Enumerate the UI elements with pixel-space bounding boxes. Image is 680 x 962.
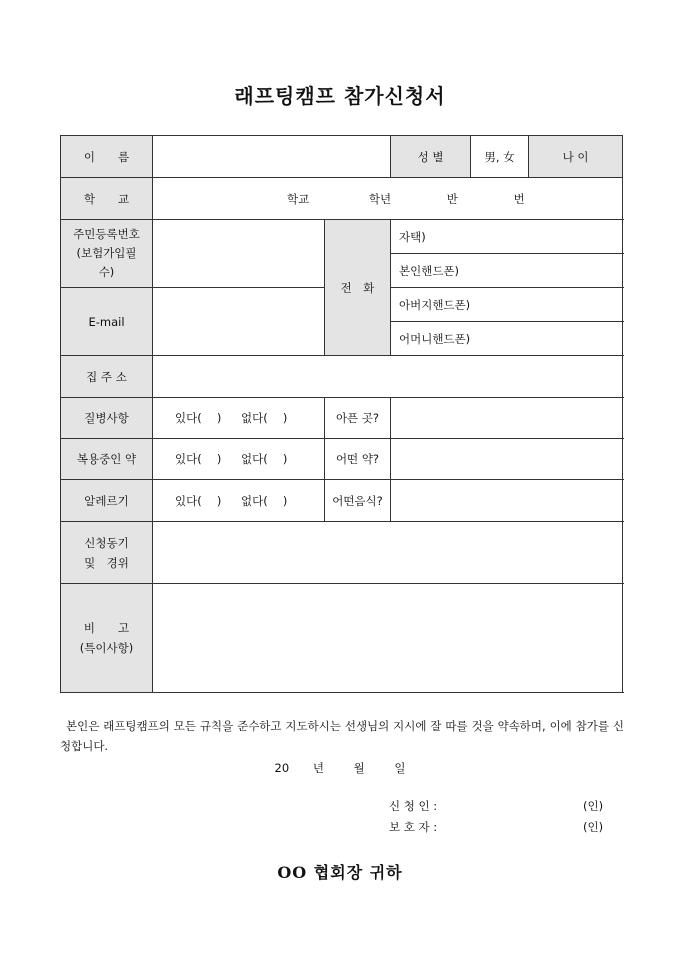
motive-label-line2: 및 경위 [84,555,129,570]
allergy-question: 어떤음식? [325,480,391,522]
medicine-yes-option[interactable]: 있다( ) [175,452,222,466]
disease-question: 아픈 곳? [325,398,391,439]
guardian-label: 보 호 자 : [389,820,438,834]
date-line [0,760,680,776]
addressee: OO 협회장 귀하 [277,863,403,882]
age-label: 나 이 [529,136,623,178]
medicine-options [153,439,325,480]
rrn-field[interactable] [153,220,325,288]
school-field[interactable] [153,178,623,220]
allergy-yes-option[interactable]: 있다( ) [175,493,222,508]
name-field[interactable] [153,136,391,178]
name-label: 이 름 [61,136,153,178]
applicant-label: 신 청 인 : [389,799,438,813]
applicant-seal: (인) [583,799,604,813]
school-name-unit: 학교 [287,191,310,206]
disease-detail-field[interactable] [391,398,623,439]
rrn-label-line2: (보험가입필수) [76,246,137,279]
rrn-label-line1: 주민등록번호 [73,227,140,241]
email-label: E-mail [61,288,153,356]
allergy-no-option[interactable]: 없다( ) [241,493,288,508]
allergy-options [153,480,325,522]
address-field[interactable] [153,356,623,398]
motive-field[interactable] [153,522,623,584]
medicine-question: 어떤 약? [325,439,391,480]
remarks-label-line2: (특이사항) [79,641,134,655]
motive-label [61,522,153,584]
phone-self-field[interactable]: 본인핸드폰) [391,254,623,288]
school-class-unit: 반 [446,191,458,206]
guardian-seal: (인) [583,820,604,834]
remarks-label [61,584,153,693]
gender-field[interactable]: 男, 女 [471,136,529,178]
date-year-unit: 년 [312,761,324,775]
address-label: 집 주 소 [61,356,153,398]
pledge-text: 본인은 래프팅캠프의 모든 규칙을 준수하고 지도하시는 선생님의 지시에 잘 따를 것을 약속하며, 이에 참가를 신청합니다. [60,719,624,753]
disease-label: 질병사항 [61,398,153,439]
remarks-label-line1: 비 고 [83,621,130,635]
date-year: 20 [274,761,290,775]
motive-label-line1: 신청동기 [84,535,129,550]
gender-label: 성 별 [391,136,471,178]
allergy-label: 알레르기 [61,480,153,522]
disease-options [153,398,325,439]
application-form-table [60,135,623,693]
date-month-unit: 월 [353,761,365,775]
school-number-unit: 번 [513,191,525,206]
disease-no-option[interactable]: 없다( ) [241,411,288,425]
date-day-unit: 일 [394,761,406,775]
phone-label: 전 화 [325,220,391,356]
school-label: 학 교 [61,178,153,220]
email-field[interactable] [153,288,325,356]
phone-mother-field[interactable]: 어머니핸드폰) [391,322,623,356]
document-title: 래프팅캠프 참가신청서 [234,84,446,108]
phone-father-field[interactable]: 아버지핸드폰) [391,288,623,322]
medicine-detail-field[interactable] [391,439,623,480]
disease-yes-option[interactable]: 있다( ) [175,411,222,425]
rrn-label [61,220,153,288]
allergy-detail-field[interactable] [391,480,623,522]
school-grade-unit: 학년 [368,191,392,206]
remarks-field[interactable] [153,584,623,693]
medicine-label: 복용중인 약 [61,439,153,480]
phone-home-field[interactable]: 자택) [391,220,623,254]
medicine-no-option[interactable]: 없다( ) [241,452,288,466]
